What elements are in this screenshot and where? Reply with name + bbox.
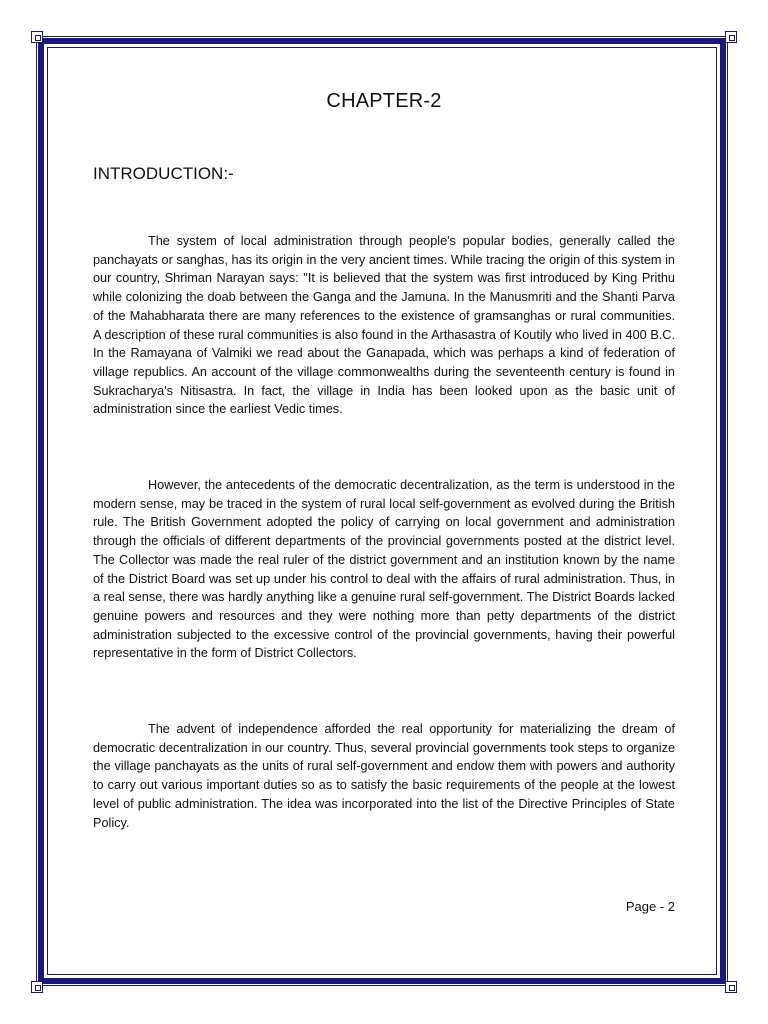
paragraph-1: The system of local administration through people's popular bodies, generally called the panchayats or sanghas, has its origin in the very ancient times. While tracing the origin of this system in our country, Shriman Narayan says: "It is believed that the system was first introduced by King Prithu while colonizing the doab between the Ganga and the Jamuna. In the Manusmriti and the Shanti Parva of the Mahabharata there are many references to the existence of gramsanghas or rural communities. A description of these rural communities is also found in the Arthasastra of Koutily who lived in 400 B.C. In the Ramayana of Valmiki we read about the Ganapada, which was perhaps a kind of federation of village republics. An account of the village commonwealths during the seventeenth century is found in Sukracharya's Nitisastra. In fact, the village in India has been looked upon as the basic unit of administration since the earliest Vedic times. <box>93 234 675 417</box>
page-number: Page - 2 <box>625 899 675 914</box>
chapter-title: CHAPTER-2 <box>326 90 442 112</box>
border-corner-bottom-left <box>31 981 43 993</box>
border-corner-top-left <box>31 31 43 43</box>
section-heading: INTRODUCTION:- <box>93 164 234 183</box>
paragraph-3: The advent of independence afforded the real opportunity for materializing the dream of democratic decentralization in our country. Thus, several provincial governments took steps to organize the village panchayats as the units of rural self-government and endow them with powers and authority to carry out various important duties so as to satisfy the basic requirements of the people at the lowest level of public administration. The idea was incorporated into the list of the Directive Principles of State Policy. <box>93 722 675 830</box>
paragraph-2: However, the antecedents of the democratic decentralization, as the term is understood in the modern sense, may be traced in the system of rural local self-government as evolved during the British rule. The British Government adopted the policy of carrying on local government and administration through the officials of different departments of the provincial governments posted at the district level. The Collector was made the real ruler of the district government and an institution known by the name of the District Board was set up under his control to deal with the affairs of rural administration. Thus, in a real sense, there was hardly anything like a genuine rural self-government. The District Boards lacked genuine powers and resources and they were nothing more than petty departments of the district administration subjected to the excessive control of the provincial governments, having their powerful representative in the form of District Collectors. <box>93 478 675 661</box>
border-corner-top-right <box>725 31 737 43</box>
border-corner-bottom-right <box>725 981 737 993</box>
